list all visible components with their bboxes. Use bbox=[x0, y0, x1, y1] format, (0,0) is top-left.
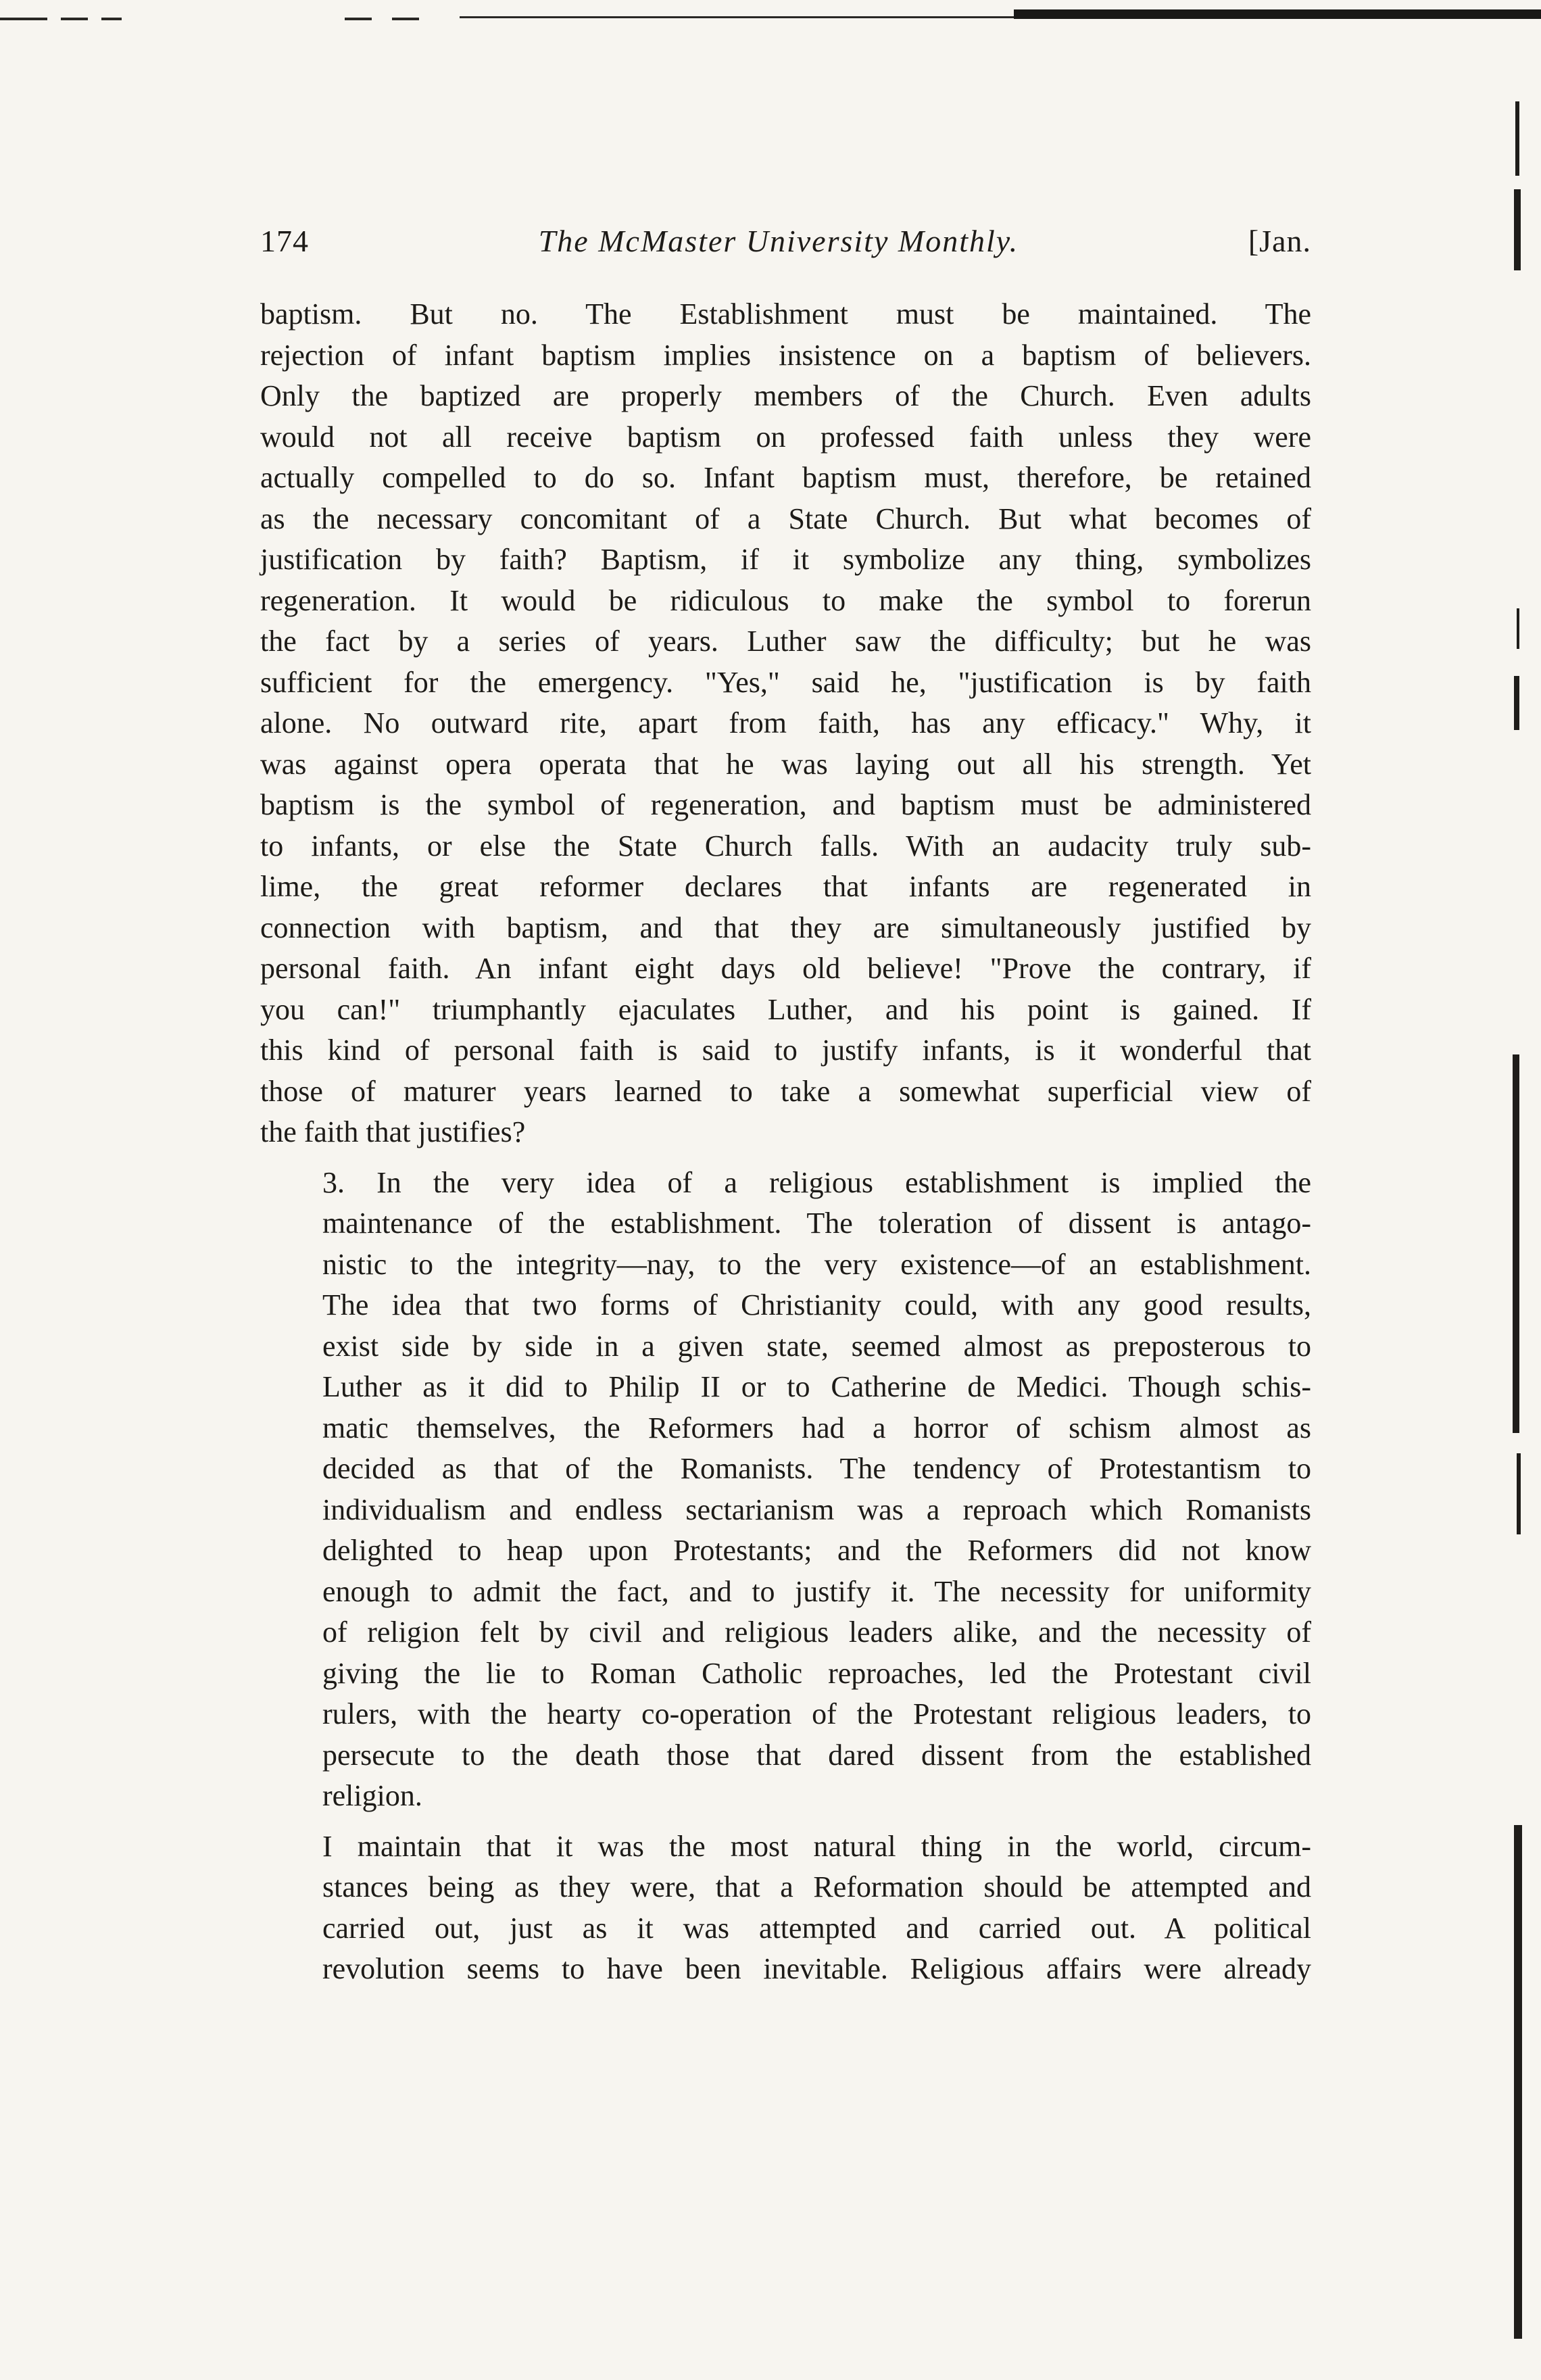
text-line: baptism. But no. The Establishment must be maintained. The bbox=[260, 297, 1311, 331]
text-line: actually compelled to do so. Infant baptism must, therefore, be retained bbox=[260, 461, 1311, 494]
text-line: I maintain that it was the most natural thing in the world, circum- bbox=[322, 1829, 1311, 1863]
top-scan-rule bbox=[0, 9, 1541, 16]
text-line: persecute to the death those that dared dissent from the established bbox=[322, 1738, 1311, 1772]
text-line: personal faith. An infant eight days old believe! "Prove the contrary, if bbox=[260, 952, 1311, 985]
paragraph-1 bbox=[260, 294, 1311, 1153]
page-body bbox=[260, 223, 1311, 1990]
text-line: was against opera operata that he was laying out all his strength. Yet bbox=[260, 747, 1311, 781]
text-line: connection with baptism, and that they are simultaneously justified by bbox=[260, 910, 1311, 944]
text-line: to infants, or else the State Church falls. With an audacity truly sub- bbox=[260, 829, 1311, 863]
text-line: alone. No outward rite, apart from faith, has any efficacy." Why, it bbox=[260, 706, 1311, 739]
text-line: revolution seems to have been inevitable. Religious affairs were already bbox=[322, 1952, 1311, 1985]
text-line: 3. In the very idea of a religious establishment is implied the bbox=[322, 1165, 1311, 1199]
text-line: rulers, with the hearty co-operation of the Protestant religious leaders, to bbox=[322, 1697, 1311, 1730]
text-line: of religion felt by civil and religious leaders alike, and the necessity of bbox=[322, 1616, 1311, 1649]
issue-month: [Jan. bbox=[1248, 224, 1311, 258]
text-line: as the necessary concomitant of a State Church. But what becomes of bbox=[260, 502, 1311, 535]
text-line: the faith that justifies? bbox=[260, 1115, 526, 1148]
text-line: stances being as they were, that a Reformation should be attempted and bbox=[322, 1870, 1311, 1903]
text-line: delighted to heap upon Protestants; and the Reformers did not know bbox=[322, 1534, 1311, 1567]
text-line: baptism is the symbol of regeneration, and baptism must be administered bbox=[260, 788, 1311, 821]
scan-edge-artifacts bbox=[1500, 0, 1541, 2380]
text-line: the fact by a series of years. Luther saw the difficulty; but he was bbox=[260, 625, 1311, 658]
text-line: sufficient for the emergency. "Yes," said he, "justification is by faith bbox=[260, 665, 1311, 699]
text-line: matic themselves, the Reformers had a horror of schism almost as bbox=[322, 1411, 1311, 1444]
text-line: regeneration. It would be ridiculous to make the symbol to forerun bbox=[260, 583, 1311, 617]
text-line: justification by faith? Baptism, if it symbolize any thing, symbolizes bbox=[260, 543, 1311, 576]
text-line: would not all receive baptism on professed faith unless they were bbox=[260, 420, 1311, 454]
text-line: you can!" triumphantly ejaculates Luther, and his point is gained. If bbox=[260, 992, 1311, 1026]
text-line: carried out, just as it was attempted and carried out. A political bbox=[322, 1911, 1311, 1945]
text-line: religion. bbox=[322, 1779, 422, 1812]
text-line: enough to admit the fact, and to justify it. The necessity for uniformity bbox=[322, 1574, 1311, 1608]
text-line: nistic to the integrity—nay, to the very existence—of an establishment. bbox=[322, 1247, 1311, 1281]
text-line: maintenance of the establishment. The toleration of dissent is antago- bbox=[322, 1207, 1311, 1240]
text-line: this kind of personal faith is said to justify infants, is it wonderful that bbox=[260, 1034, 1311, 1067]
running-header bbox=[260, 223, 1311, 259]
text-line: decided as that of the Romanists. The tendency of Protestantism to bbox=[322, 1452, 1311, 1485]
text-line: rejection of infant baptism implies insistence on a baptism of believers. bbox=[260, 338, 1311, 372]
text-line: Only the baptized are properly members of the Church. Even adults bbox=[260, 379, 1311, 412]
text-line: The idea that two forms of Christianity could, with any good results, bbox=[322, 1288, 1311, 1321]
text-line: lime, the great reformer declares that infants are regenerated in bbox=[260, 870, 1311, 903]
text-line: Luther as it did to Philip II or to Catherine de Medici. Though schis- bbox=[322, 1370, 1311, 1403]
paragraph-3 bbox=[260, 1826, 1311, 1990]
page-number: 174 bbox=[260, 224, 309, 258]
text-line: individualism and endless sectarianism was a reproach which Romanists bbox=[322, 1492, 1311, 1526]
text-line: giving the lie to Roman Catholic reproaches, led the Protestant civil bbox=[322, 1656, 1311, 1690]
text-line: those of maturer years learned to take a somewhat superficial view of bbox=[260, 1074, 1311, 1108]
text-line: exist side by side in a given state, seemed almost as preposterous to bbox=[322, 1329, 1311, 1363]
paragraph-2 bbox=[260, 1163, 1311, 1817]
running-title: The McMaster University Monthly. bbox=[538, 224, 1019, 258]
